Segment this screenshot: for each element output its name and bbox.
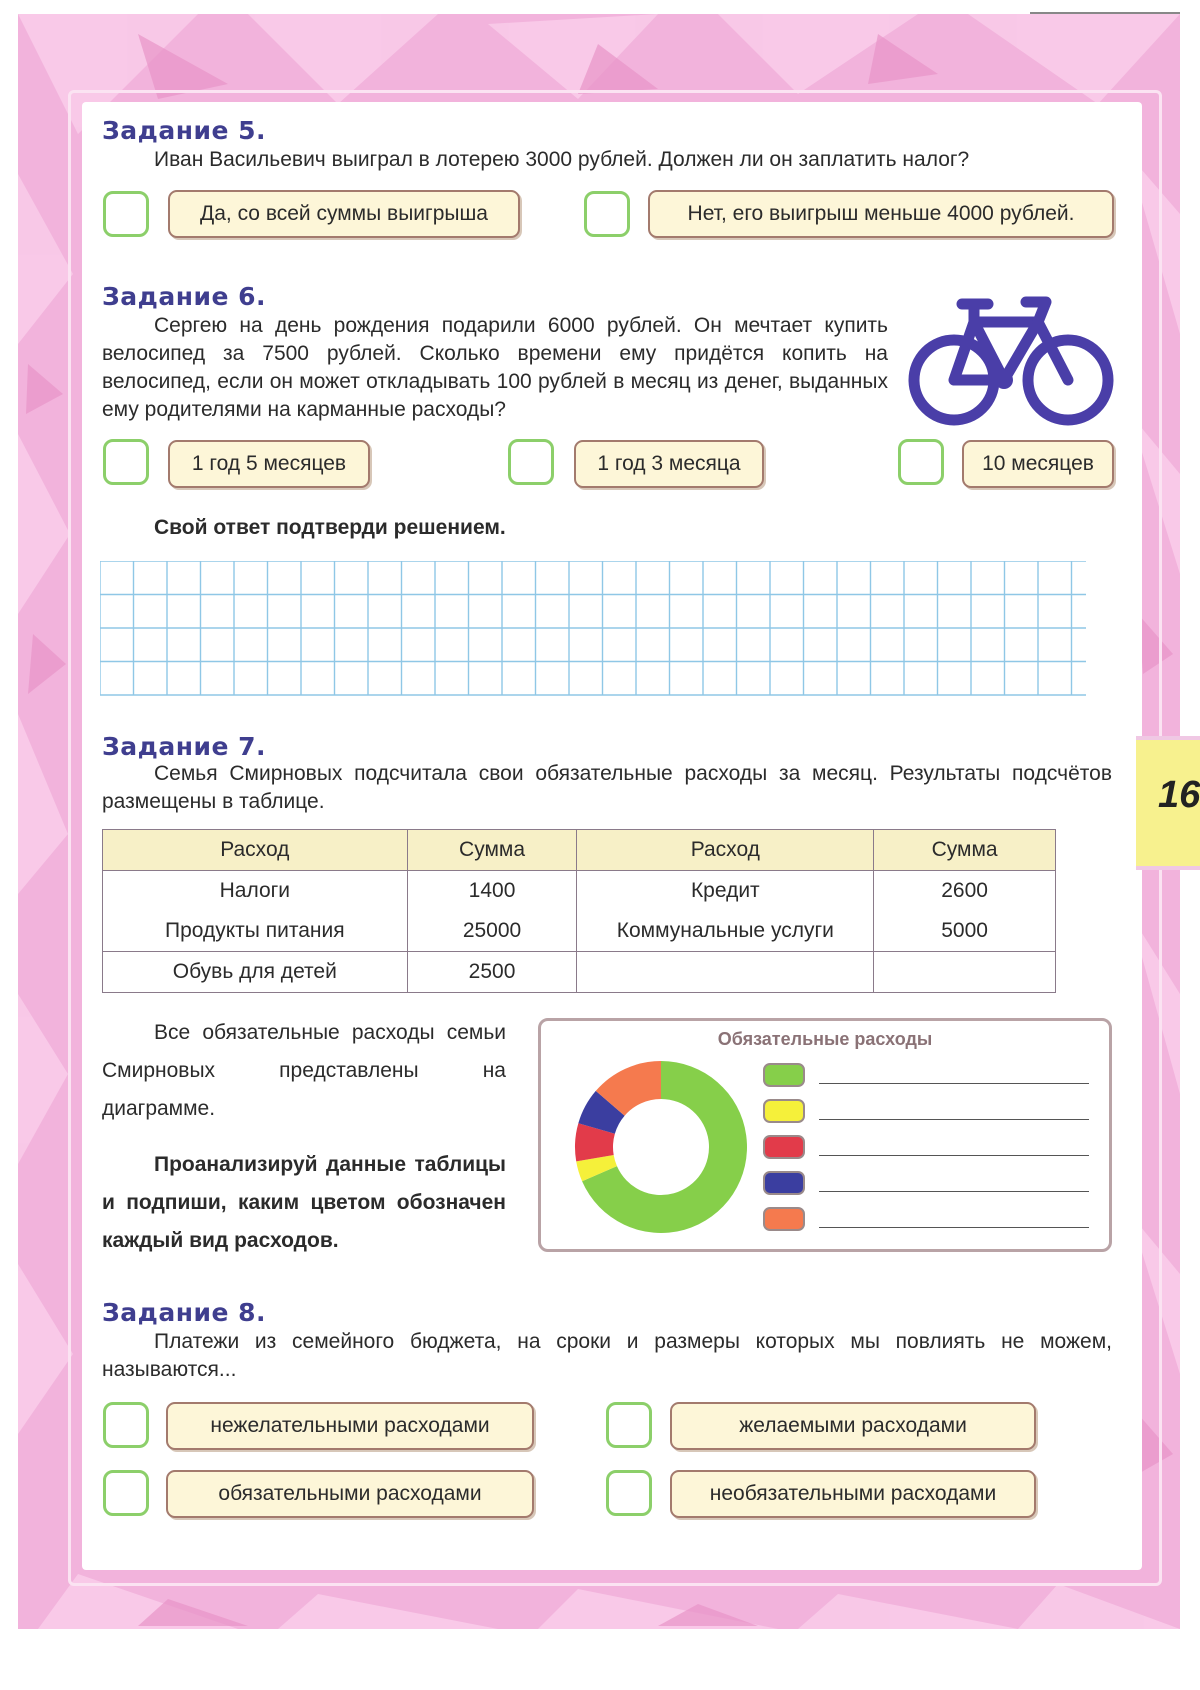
task8-option-2[interactable]: желаемыми расходами	[670, 1402, 1036, 1450]
task6-text-content: Сергею на день рождения подарили 6000 рублей. Он мечтает купить велосипед за 7500 рублей. Сколько времени ему придётся копить на велосипед, если он может откладывать 100 рублей в месяц из денег, выданных ему родителями на карманные расходы?	[102, 314, 888, 421]
answer-grid[interactable]	[100, 561, 1088, 697]
table-cell: 5000	[874, 911, 1056, 952]
task6-title: Задание 6.	[102, 282, 267, 311]
table-cell: Продукты питания	[103, 911, 408, 952]
task7-text3	[102, 1146, 506, 1260]
bicycle-icon	[908, 290, 1118, 430]
task7-text2	[102, 1014, 506, 1128]
legend-swatch	[763, 1207, 805, 1231]
task7-text3-content: Проанализируй данные таблицы и подпиши, каким цветом обозначен каждый вид расходов.	[102, 1153, 506, 1252]
legend-answer-line[interactable]	[819, 1155, 1089, 1156]
task5-title: Задание 5.	[102, 116, 267, 145]
donut-chart	[561, 1047, 761, 1247]
table-row	[103, 952, 1056, 993]
legend-swatch	[763, 1171, 805, 1195]
task8-checkbox-3[interactable]	[103, 1470, 149, 1516]
table-cell	[577, 952, 874, 993]
table-cell: Обувь для детей	[103, 952, 408, 993]
task8-checkbox-2[interactable]	[606, 1402, 652, 1448]
table-header: Расход	[103, 830, 408, 871]
task6-prove-text: Свой ответ подтверди решением.	[154, 516, 506, 539]
task6-checkbox-2[interactable]	[508, 439, 554, 485]
legend-answer-line[interactable]	[819, 1191, 1089, 1192]
task6-option-3[interactable]: 10 месяцев	[962, 440, 1114, 488]
task5-checkbox-1[interactable]	[103, 191, 149, 237]
task5-option-2[interactable]: Нет, его выигрыш меньше 4000 рублей.	[648, 190, 1114, 238]
table-cell	[874, 952, 1056, 993]
task8-text	[102, 1328, 1112, 1384]
legend-swatch	[763, 1063, 805, 1087]
task6-option-2[interactable]: 1 год 3 месяца	[574, 440, 764, 488]
table-cell: 1400	[407, 871, 577, 912]
table-cell: 25000	[407, 911, 577, 952]
table-row	[103, 911, 1056, 952]
task8-title: Задание 8.	[102, 1298, 267, 1327]
task7-text2-content: Все обязательные расходы семьи Смирновых представлены на диаграмме.	[102, 1021, 506, 1120]
table-cell: Коммунальные услуги	[577, 911, 874, 952]
task5-text	[102, 146, 1112, 174]
donut-chart-panel	[538, 1018, 1112, 1252]
task8-option-1[interactable]: нежелательными расходами	[166, 1402, 534, 1450]
task6-text	[102, 312, 888, 424]
task6-option-1[interactable]: 1 год 5 месяцев	[168, 440, 370, 488]
task5-text-content: Иван Васильевич выиграл в лотерею 3000 рублей. Должен ли он заплатить налог?	[154, 148, 970, 171]
task8-option-4[interactable]: необязательными расходами	[670, 1470, 1036, 1518]
legend-swatch	[763, 1099, 805, 1123]
legend-answer-line[interactable]	[819, 1119, 1089, 1120]
task7-text	[102, 760, 1112, 816]
table-cell: Кредит	[577, 871, 874, 912]
legend-answer-line[interactable]	[819, 1083, 1089, 1084]
task8-option-3[interactable]: обязательными расходами	[166, 1470, 534, 1518]
table-cell: 2600	[874, 871, 1056, 912]
table-cell: 2500	[407, 952, 577, 993]
task7-title: Задание 7.	[102, 732, 267, 761]
task8-checkbox-4[interactable]	[606, 1470, 652, 1516]
table-row	[103, 871, 1056, 912]
table-cell: Налоги	[103, 871, 408, 912]
table-header: Сумма	[874, 830, 1056, 871]
legend-swatch	[763, 1135, 805, 1159]
task8-checkbox-1[interactable]	[103, 1402, 149, 1448]
task6-checkbox-3[interactable]	[898, 439, 944, 485]
legend-answer-line[interactable]	[819, 1227, 1089, 1228]
task5-option-1[interactable]: Да, со всей суммы выигрыша	[168, 190, 520, 238]
chart-title: Обязательные расходы	[717, 1029, 933, 1049]
task6-checkbox-1[interactable]	[103, 439, 149, 485]
task5-checkbox-2[interactable]	[584, 191, 630, 237]
expenses-table	[102, 829, 1056, 993]
table-header: Сумма	[407, 830, 577, 871]
task7-text-content: Семья Смирновых подсчитала свои обязательные расходы за месяц. Результаты подсчётов размещены в таблице.	[102, 762, 1112, 813]
page-number: 16	[1158, 774, 1200, 816]
page-number-tab	[1136, 736, 1200, 870]
table-header-row	[103, 830, 1056, 871]
task8-text-content: Платежи из семейного бюджета, на сроки и размеры которых мы повлиять не можем, называются...	[102, 1330, 1112, 1381]
top-rule	[1030, 12, 1180, 14]
table-header: Расход	[577, 830, 874, 871]
